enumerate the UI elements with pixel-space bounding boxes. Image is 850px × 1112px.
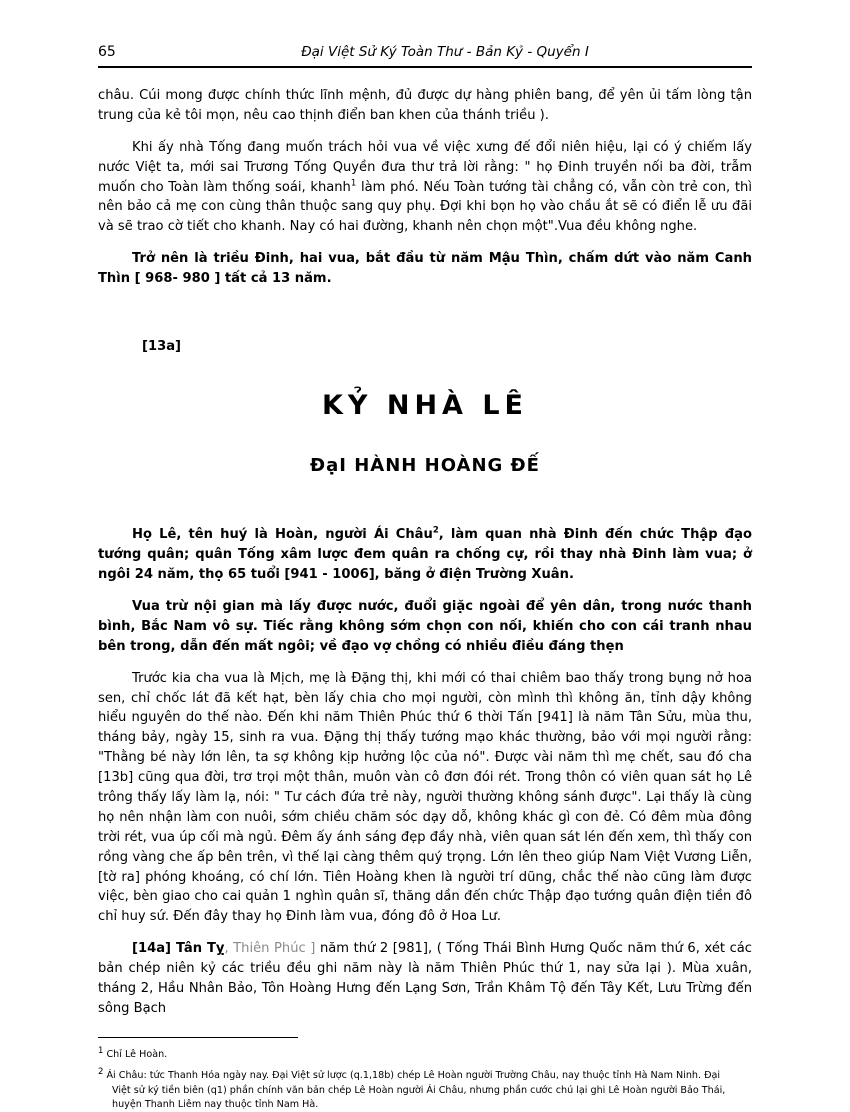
footnote-2-text: Ái Châu: tức Thanh Hóa ngày nay. Đại Việt sử lược (q.1,18b) chép Lê Hoàn người Trường Châu, nay thuộc tỉnh Hà Nam Ninh. Đại	[106, 1070, 721, 1082]
paragraph-2	[98, 138, 752, 237]
spacer	[98, 239, 752, 249]
footnote-divider	[98, 1037, 298, 1038]
folio-marker-14a: [14a]	[132, 941, 172, 957]
paragraph-4-intro	[98, 525, 752, 585]
footnote-ref-2[interactable]: 2	[432, 525, 439, 536]
paragraph-4-part-a: Họ Lê, tên huý là Hoàn, người Ái Châu	[132, 527, 433, 543]
header-title: Đại Việt Sử Ký Toàn Thư - Bản Kỷ - Quyển I	[301, 44, 589, 60]
footnote-1-marker: 1	[98, 1045, 104, 1056]
paragraph-6-narrative: Trước kia cha vua là Mịch, mẹ là Đặng thị, khi mới có thai chiêm bao thấy trong bụng nở hoa sen, chỉ chốc lát đã kết hạt, bèn lấy chia cho mọi người, còn mình thì không ăn, tỉnh dậy không hiểu nguyên do thế nào. Đến khi năm Thiên Phúc thứ 6 thời Tấn [941] là năm Tân Sửu, mùa thu, tháng bảy, ngày 15, sinh ra vua. Đặng thị thấy tướng mạo khác thường, bảo với mọi người rằng: "Thằng bé này lớn lên, ta sợ không kịp hưởng lộc của nó". Được vài năm thì mẹ chết, sau đó cha [13b] cũng qua đời, trơ trọi một thân, muôn vàn cô đơn đói rét. Trong thôn có viên quan sát họ Lê trông thấy lấy làm lạ, nói: " Tư cách đứa trẻ này, người thường không sánh được". Lại thấy là cùng họ nên nhận làm con nuôi, sớm chiều chăm sóc dạy dỗ, không khác gì con đẻ. Có đêm mùa đông trời rét, vua úp cối mà ngủ. Đêm ấy ánh sáng đẹp đầy nhà, viên quan sát lén đến xem, thì thấy con rồng vàng che ấp bên trên, vì thế lại càng thêm quý trọng. Lớn lên theo giúp Nam Việt Vương Liễn, [tờ ra] phóng khoáng, có chí lớn. Tiên Hoàng khen là người trí dũng, chắc thế nào cũng làm được việc, bèn giao cho cai quản 1 nghìn quân sĩ, thăng dần đến chức Thập đạo tướng quân điện tiền đô chỉ huy sứ. Đến đây thay họ Đinh làm vua, đóng đô ở Hoa Lư.	[98, 670, 752, 925]
paragraph-3-summary: Trở nên là triều Đinh, hai vua, bắt đầu từ năm Mậu Thìn, chấm dứt vào năm Canh Thìn [ 968- 980 ] tất cả 13 năm.	[98, 251, 752, 287]
footnote-2	[98, 1066, 752, 1112]
paragraph-7-rest: năm thứ 2 [981], ( Tống Thái Bình Hưng Quốc năm thứ 6, xét các bản chép niên kỷ các triều đều ghi năm này là năm Thiên Phúc thứ 1, nay sửa lại ). Mùa xuân, tháng 2, Hầu Nhân Bảo, Tôn Hoàng Hưng đến Lạng Sơn, Trần Khâm Tộ đến Tây Kết, Lưu Trừng đến sông Bạch	[98, 941, 752, 1016]
folio-marker-13a: [13a]	[142, 339, 182, 355]
document-body	[98, 86, 752, 1019]
era-name-gray: , Thiên Phúc ]	[224, 941, 316, 957]
page-number: 65	[98, 44, 116, 60]
footnote-2-text-cont-2: huyện Thanh Liêm nay thuộc tỉnh Nam Hà.	[112, 1098, 319, 1110]
spacer	[98, 291, 752, 337]
paragraph-2-part-b: làm phó. Nếu Toàn tướng tài chẳng có, vẫn còn trẻ con, thì nên bảo cả mẹ con cùng thân thuộc sang quy phụ. Đợi khi bọn họ vào chầu ắt sẽ có điển lễ ưu đãi và sẽ trao cờ tiết cho khanh. Nay có hai đường, khanh nên chọn một".Vua đều không nghe.	[98, 179, 752, 235]
page-header	[98, 44, 752, 66]
spacer	[98, 929, 752, 939]
paragraph-4-part-b: , làm quan nhà Đinh đến chức Thập đạo tướng quân; quân Tống xâm lược đem quân ra chống cự, rồi thay nhà Đinh làm vua; ở ngôi 24 năm, thọ 65 tuổi [941 - 1006], băng ở điện Trường Xuân.	[98, 527, 752, 583]
paragraph-2-part-a: Khi ấy nhà Tống đang muốn trách hỏi vua về việc xưng đế đổi niên hiệu, lại có ý chiếm lấy nước Việt ta, mới sai Trương Tống Quyền đưa thư trả lời rằng: " họ Đinh truyền nối ba đời, trẫm muốn cho Toàn làm thống soái, khanh	[98, 139, 752, 195]
year-name: Tân Tỵ	[171, 941, 225, 957]
footnotes-section	[98, 1045, 752, 1112]
header-divider	[98, 66, 752, 68]
chapter-subtitle: ĐạI HÀNH HOÀNG ĐẾ	[310, 454, 540, 476]
paragraph-5-appraisal: Vua trừ nội gian mà lấy được nước, đuổi giặc ngoài để yên dân, trong nước thanh bình, Bắc Nam vô sự. Tiếc rằng không sớm chọn con nối, khiến cho con cái tranh nhau bên trong, dẫn đến mất ngôi; về đạo vợ chồng có nhiều điều đáng thẹn	[98, 598, 752, 654]
footnote-ref-1[interactable]: 1	[350, 178, 357, 189]
footnote-2-marker: 2	[98, 1066, 104, 1077]
paragraph-1: châu. Cúi mong được chính thức lĩnh mệnh, đủ được dự hàng phiên bang, để yên ủi tấm lòng tận trung của kẻ tôi mọn, nêu cao thịnh điển ban khen của thánh triều ).	[98, 88, 752, 123]
spacer	[98, 426, 752, 452]
spacer	[98, 659, 752, 669]
spacer	[98, 128, 752, 138]
spacer	[98, 587, 752, 597]
spacer	[98, 359, 752, 385]
spacer	[98, 479, 752, 525]
footnote-1	[98, 1045, 752, 1062]
footnote-2-text-cont-1: Việt sử ký tiền biên (q1) phần chính văn bản chép Lê Hoàn người Ái Châu, nhưng phần cước chú lại ghi Lê Hoàn người Bảo Thái,	[112, 1084, 726, 1096]
paragraph-7-annal	[98, 939, 752, 1019]
chapter-title: KỶ NHÀ LÊ	[321, 389, 528, 421]
footnote-1-text: Chỉ Lê Hoàn.	[106, 1048, 168, 1060]
